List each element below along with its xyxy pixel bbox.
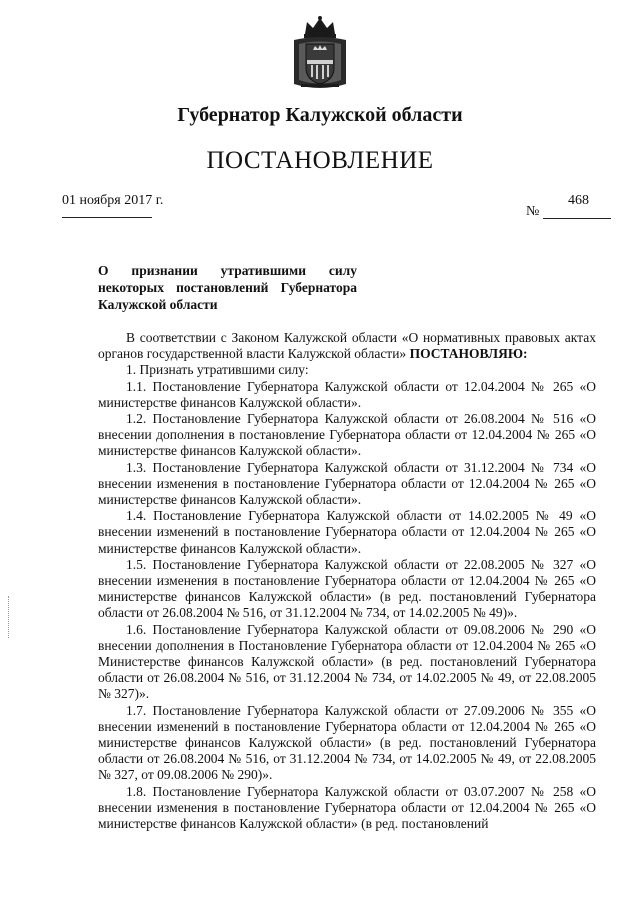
document-date: 01 ноября 2017 г. bbox=[62, 193, 164, 208]
clause-1-6: 1.6. Постановление Губернатора Калужской области от 09.08.2006 № 290 «О внесении дополнения в Постановление Губернатора области от 12.04.2004 № 265 «О Министерстве финансов Калужской области» (в ред. постановлений Губернатора области от 26.08.2004 № 516, от 31.12.2004 № 734, от 14.02.2005 № 49, от 22.08.2005 № 327)». bbox=[98, 621, 596, 702]
preamble-text: В соответствии с Законом Калужской области «О нормативных правовых актах органов государственной власти Калужской области» bbox=[98, 330, 596, 362]
number-underline bbox=[543, 218, 611, 219]
preamble-paragraph bbox=[98, 330, 596, 362]
clause-1-3: 1.3. Постановление Губернатора Калужской области от 31.12.2004 № 734 «О внесении изменения в постановление Губернатора области от 12.04.2004 № 265 «О министерстве финансов Калужской области». bbox=[98, 459, 596, 508]
governor-title: Губернатор Калужской области bbox=[177, 104, 463, 126]
clause-1-2: 1.2. Постановление Губернатора Калужской области от 26.08.2004 № 516 «О внесении дополнения в постановление Губернатора области от 12.04.2004 № 265 «О министерстве финансов Калужской области». bbox=[98, 411, 596, 459]
coat-of-arms-emblem bbox=[291, 14, 349, 92]
clause-1-8: 1.8. Постановление Губернатора Калужской области от 03.07.2007 № 258 «О внесении изменения в постановление Губернатора области от 12.04.2004 № 265 «О министерстве финансов Калужской области» (в ред. постановлений bbox=[98, 783, 596, 832]
clause-1-5: 1.5. Постановление Губернатора Калужской области от 22.08.2005 № 327 «О внесении изменения в постановление Губернатора области от 12.04.2004 № 265 «О министерстве финансов Калужской области» (в ред. постановлений Губернатора области от 26.08.2004 № 516, от 31.12.2004 № 734, от 14.02.2005 № 49)». bbox=[98, 556, 596, 621]
clause-1-4: 1.4. Постановление Губернатора Калужской области от 14.02.2005 № 49 «О внесении изменений в постановление Губернатора области от 12.04.2004 № 265 «О министерстве финансов Калужской области». bbox=[98, 508, 596, 556]
subject-line: Калужской области bbox=[98, 297, 218, 312]
scan-margin-mark bbox=[8, 596, 10, 638]
subject-line: О признании утратившими силу bbox=[98, 263, 357, 278]
clause-1-7: 1.7. Постановление Губернатора Калужской области от 27.09.2006 № 355 «О внесении изменений в постановление Губернатора области от 12.04.2004 № 265 «О министерстве финансов Калужской области» (в ред. постановлений Губернатора области от 26.08.2004 № 516, от 31.12.2004 № 734, от 14.02.2005 № 49, от 22.08.2005 № 327, от 09.08.2006 № 290)». bbox=[98, 702, 596, 783]
document-number: 468 bbox=[568, 193, 589, 208]
clause-1-1: 1.1. Постановление Губернатора Калужской области от 12.04.2004 № 265 «О министерстве финансов Калужской области». bbox=[98, 378, 596, 410]
subject-line: некоторых постановлений Губернатора bbox=[98, 280, 357, 295]
document-type-heading: ПОСТАНОВЛЕНИЕ bbox=[206, 147, 434, 174]
document-subject bbox=[98, 262, 357, 313]
date-underline bbox=[62, 217, 152, 218]
clause-1: 1. Признать утратившими силу: bbox=[126, 362, 309, 378]
decree-word: ПОСТАНОВЛЯЮ: bbox=[409, 346, 528, 362]
number-sign: № bbox=[526, 204, 540, 219]
document-body bbox=[98, 330, 596, 832]
